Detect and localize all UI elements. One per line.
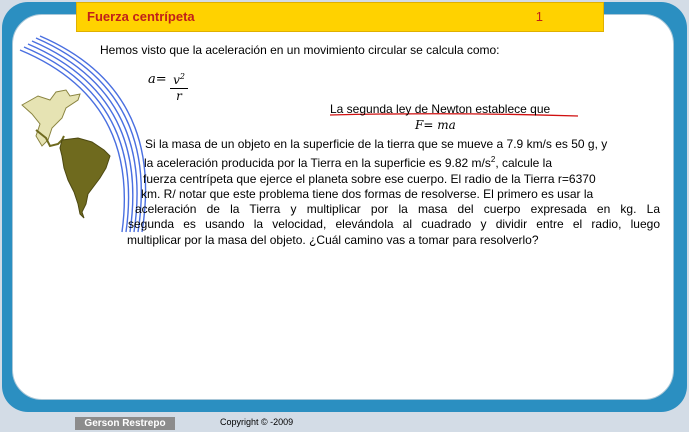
author-badge: Gerson Restrepo [75, 417, 175, 430]
problem-line-4: km. R/ notar que este problema tiene dos formas de resolverse. El primero es usar la [141, 186, 594, 201]
page-number: 1 [535, 9, 543, 24]
title-bar [76, 2, 604, 32]
problem-line-6: segunda es usando la velocidad, elevándola al cuadrado y dividir entre el radio, luego [128, 217, 660, 232]
copyright-text: Copyright © -2009 [220, 417, 294, 427]
problem-line-5: aceleración de la Tierra y multiplicar por la masa del cuerpo expresada en kg. La [135, 202, 660, 217]
formula-exponent: 2 [179, 72, 185, 81]
formula-fraction [170, 69, 188, 104]
problem-line-2: la aceleración producida por la Tierra en la superficie es 9.82 $m/s^2$, calcule la [144, 155, 553, 171]
page-title: Fuerza centrípeta [87, 9, 195, 24]
newton-formula: F= ma [415, 118, 456, 132]
formula-lhs: a= [148, 72, 167, 87]
problem-line-7: multiplicar por la masa del objeto. ¿Cuál camino vas a tomar para resolverlo? [127, 232, 539, 247]
intro-text: Hemos visto que la aceleración en un movimiento circular se calcula como: [100, 43, 500, 57]
problem-line-1: Si la masa de un objeto en la superficie de la tierra que se mueve a 7.9 km/s es 50 g, y [145, 137, 608, 151]
formula-denominator: r [176, 89, 182, 103]
problem-line-3: fuerza centrípeta que ejerce el planeta sobre ese cuerpo. El radio de la Tierra r=6370 [143, 171, 596, 186]
americas-map-icon [22, 90, 110, 218]
formula-numerator: v [173, 73, 180, 87]
problem-text [127, 137, 660, 248]
newton-law-text: La segunda ley de Newton establece que [330, 102, 551, 116]
acceleration-formula [148, 72, 185, 103]
